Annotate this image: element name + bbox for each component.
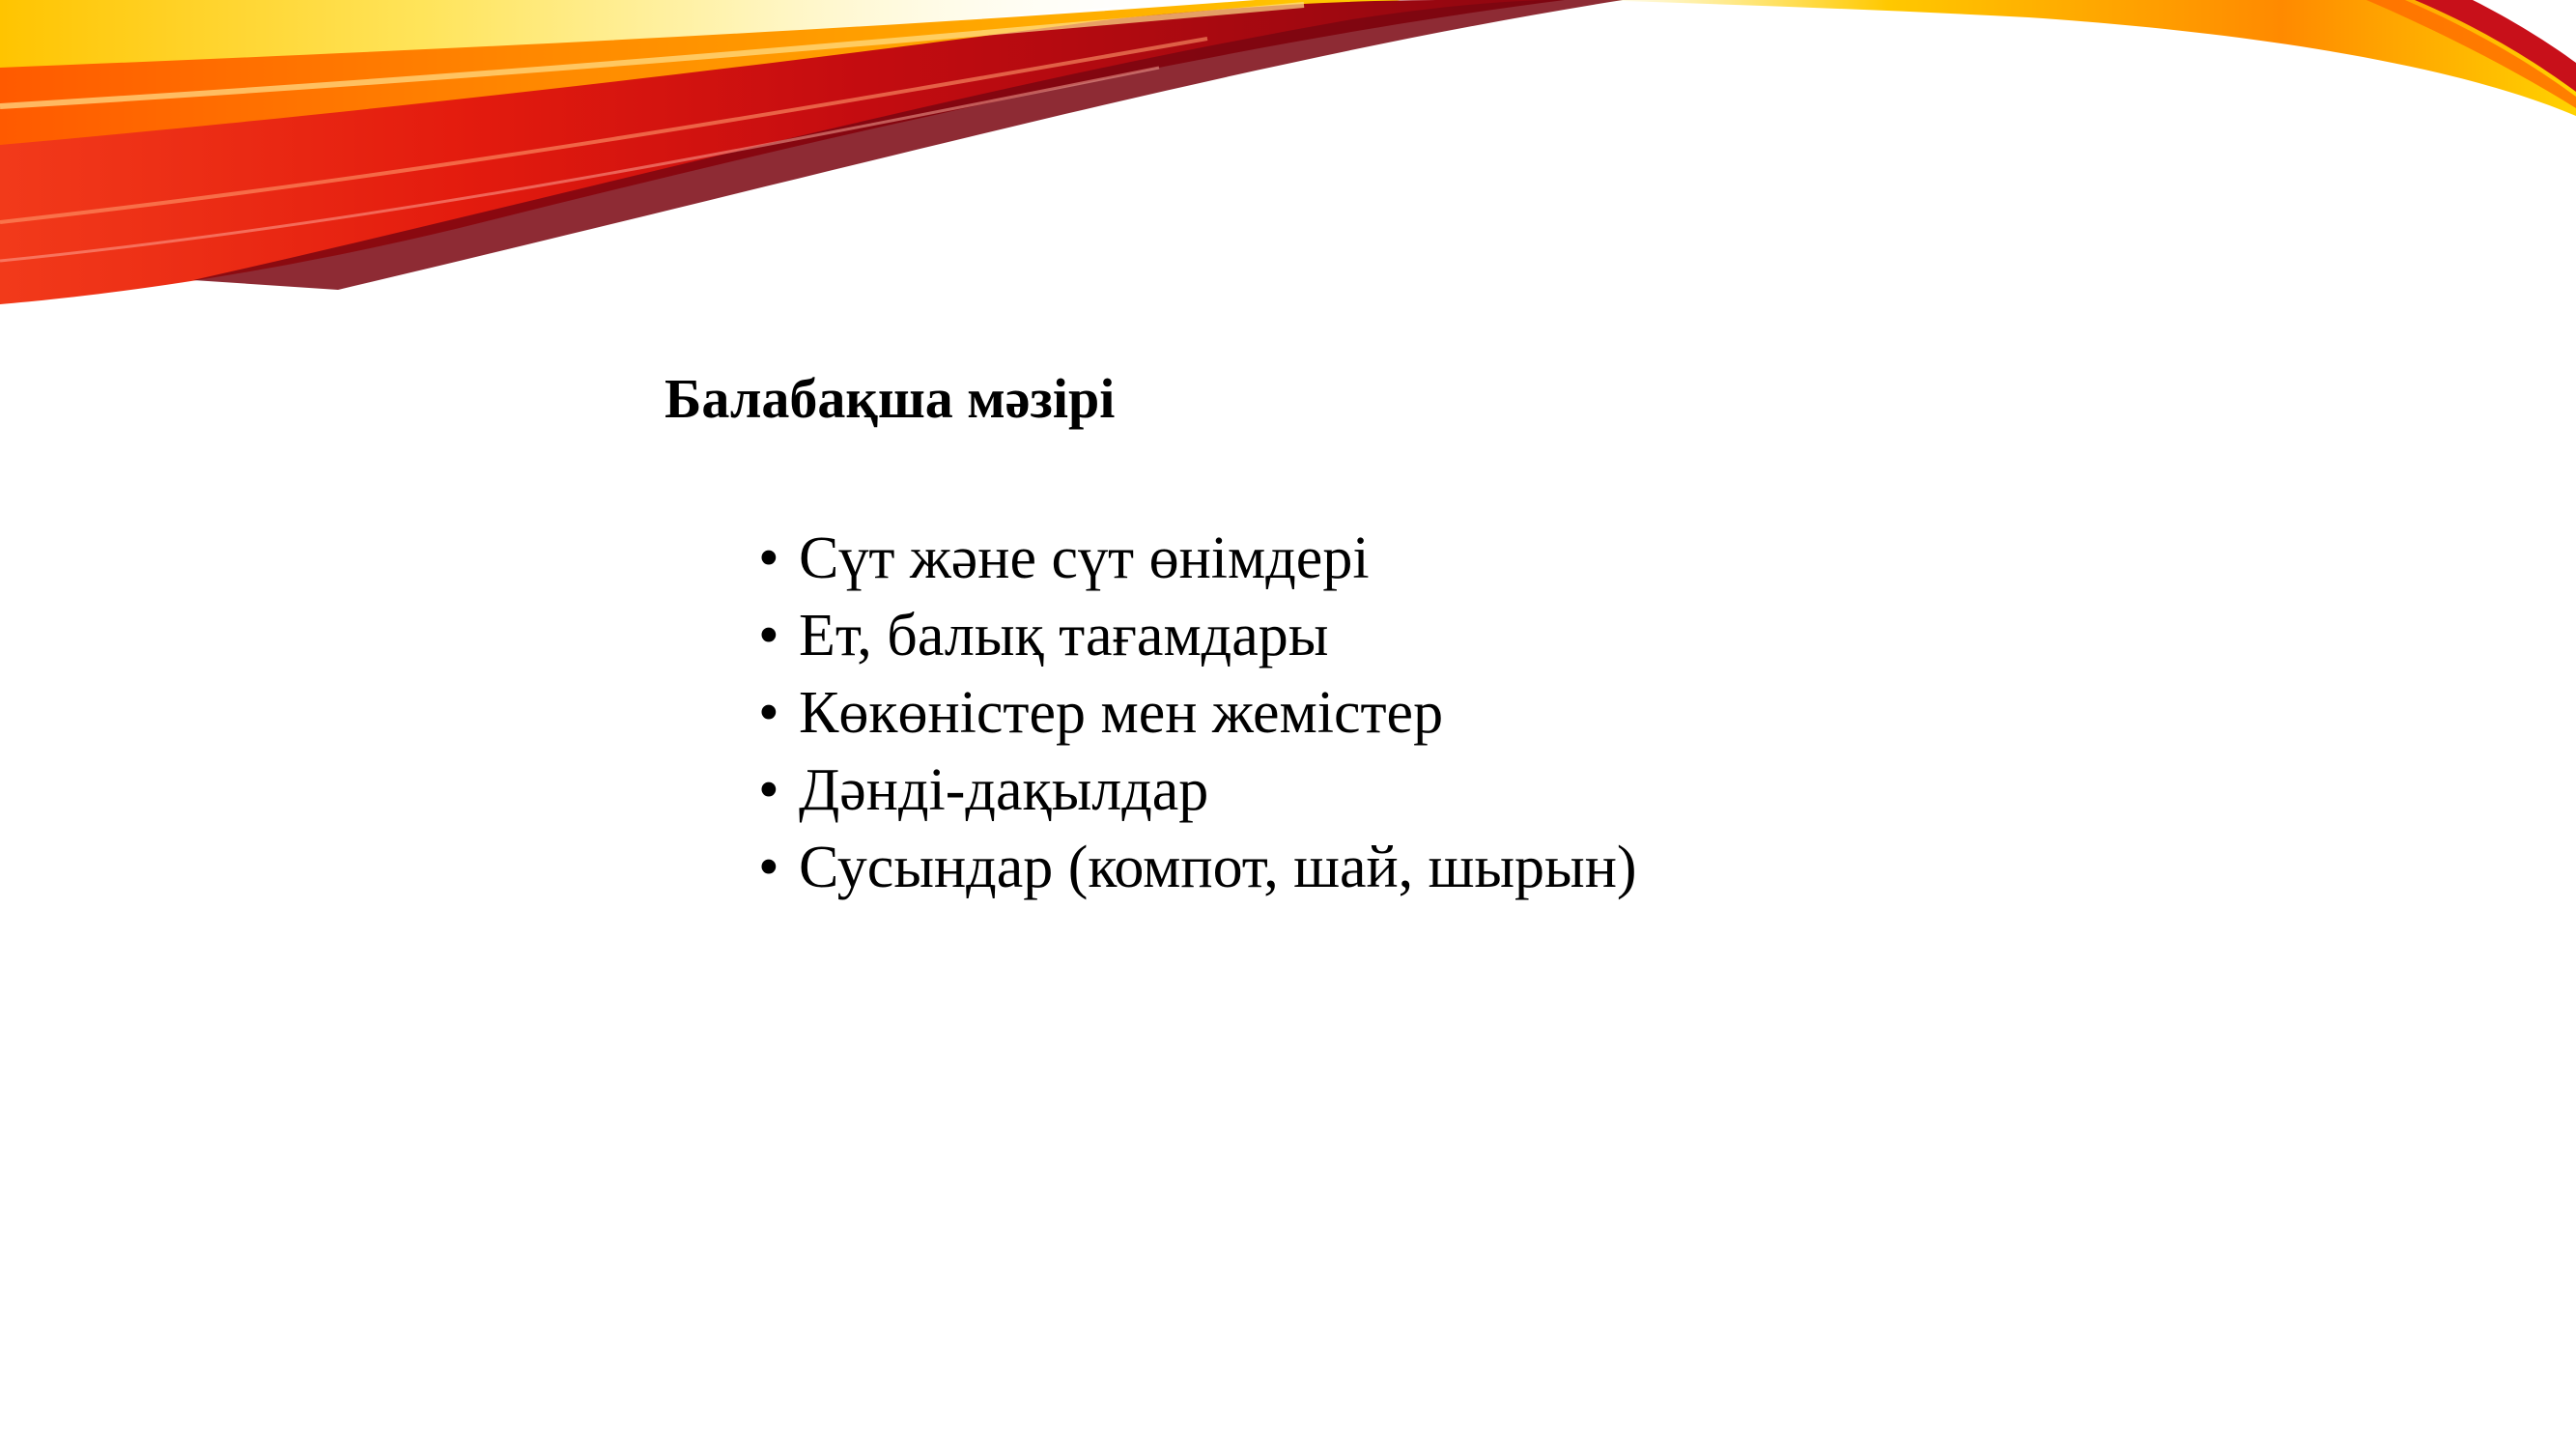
bullet-list [758, 520, 1637, 906]
list-item-text: Көкөністер мен жемістер [799, 680, 1444, 746]
list-item [758, 674, 1637, 752]
list-item-text: Сүт және сүт өнімдері [799, 526, 1370, 591]
list-item [758, 829, 1637, 906]
bullet-icon: • [758, 526, 779, 591]
list-item [758, 597, 1637, 674]
bullet-icon: • [758, 835, 779, 900]
list-item-text: Дәнді-дақылдар [799, 757, 1209, 823]
list-item-text: Ет, балық тағамдары [799, 603, 1329, 668]
list-item-text: Сусындар (компот, шай, шырын) [799, 835, 1637, 900]
list-item [758, 520, 1637, 597]
decorative-ribbon [0, 0, 2576, 328]
bullet-icon: • [758, 757, 779, 823]
bullet-icon: • [758, 603, 779, 668]
slide-title: Балабақша мәзірі [665, 367, 1116, 430]
bullet-icon: • [758, 680, 779, 746]
list-item [758, 752, 1637, 829]
